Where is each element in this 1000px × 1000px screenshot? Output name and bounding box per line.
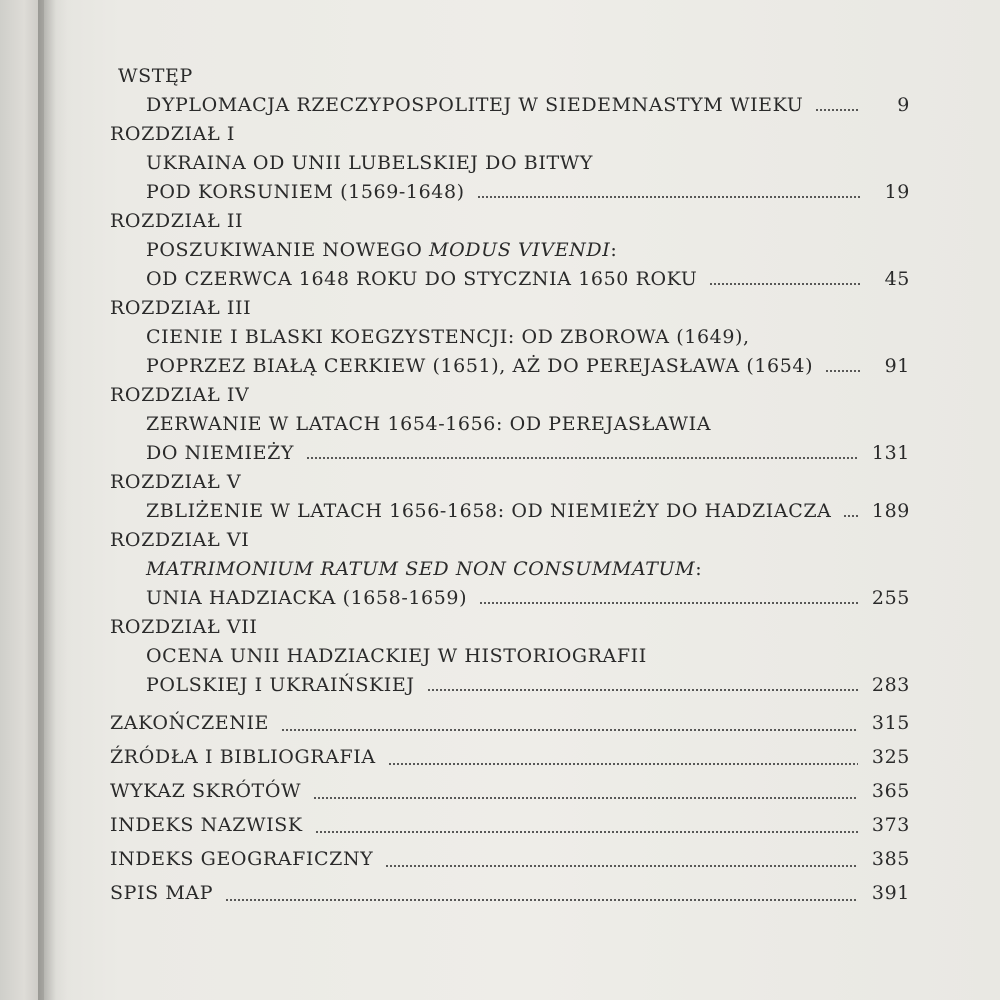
- toc-title-line: [110, 555, 910, 584]
- toc-title-punctuation: :: [610, 239, 618, 261]
- toc-title: CIENIE I BLASKI KOEGZYSTENCJI: OD ZBOROWA (1649),: [146, 326, 750, 348]
- toc-title: POLSKIEJ I UKRAIŃSKIEJ: [146, 674, 415, 696]
- toc-title-line: [110, 410, 910, 439]
- toc-title-line: [110, 149, 910, 178]
- page-number: 385: [871, 848, 910, 870]
- toc-title: POSZUKIWANIE NOWEGO: [146, 239, 430, 261]
- book-gutter-shadow: [38, 0, 68, 1000]
- toc-title: OD CZERWCA 1648 ROKU DO STYCZNIA 1650 ROKU: [146, 268, 698, 290]
- toc-title: SPIS MAP: [110, 882, 214, 904]
- page-number: 131: [871, 442, 910, 464]
- page-number: 391: [871, 882, 910, 904]
- chapter-label-text: ROZDZIAŁ VII: [110, 616, 258, 638]
- toc-entry-chapter-6: [110, 526, 910, 613]
- page-number: 9: [897, 94, 910, 116]
- toc-title-line: [110, 265, 910, 294]
- page-number: 19: [884, 181, 910, 203]
- dot-leader: [225, 897, 858, 902]
- section-label-text: WSTĘP: [118, 65, 193, 87]
- page-number: 189: [871, 500, 910, 522]
- chapter-label-text: ROZDZIAŁ VI: [110, 529, 250, 551]
- chapter-label-text: ROZDZIAŁ II: [110, 210, 244, 232]
- toc-entry-back-matter: [110, 706, 910, 910]
- dot-leader: [477, 194, 860, 199]
- chapter-label: [110, 613, 910, 642]
- dot-leader: [427, 687, 858, 692]
- page-number: 91: [884, 355, 910, 377]
- dot-leader: [281, 727, 858, 732]
- toc-title-line: [110, 352, 910, 381]
- toc-title-punctuation: :: [695, 558, 703, 580]
- chapter-label-text: ROZDZIAŁ V: [110, 471, 242, 493]
- toc-entry-wstep: [110, 62, 910, 120]
- toc-title: INDEKS NAZWISK: [110, 814, 303, 836]
- toc-title-line: [110, 642, 910, 671]
- page-number: 315: [871, 712, 910, 734]
- dot-leader: [709, 281, 860, 286]
- page-number: 373: [871, 814, 910, 836]
- toc-title: ZBLIŻENIE W LATACH 1656-1658: OD NIEMIEŻY DO HADZIACZA: [146, 500, 832, 522]
- page-number: 283: [871, 674, 910, 696]
- toc-title: DO NIEMIEŻY: [146, 442, 295, 464]
- toc-title: DYPLOMACJA RZECZYPOSPOLITEJ W SIEDEMNASTYM WIEKU: [146, 94, 804, 116]
- page-number: 45: [884, 268, 910, 290]
- toc-entry-chapter-4: [110, 381, 910, 468]
- toc-title-line: [110, 706, 910, 740]
- dot-leader: [306, 455, 858, 460]
- toc-entry-chapter-3: [110, 294, 910, 381]
- dot-leader: [315, 829, 858, 834]
- chapter-label: [110, 120, 910, 149]
- toc-title: ZAKOŃCZENIE: [110, 712, 270, 734]
- chapter-label-text: ROZDZIAŁ IV: [110, 384, 250, 406]
- page-number: 325: [871, 746, 910, 768]
- table-of-contents: [110, 62, 910, 910]
- toc-title-line: [110, 584, 910, 613]
- toc-title-italic: MATRIMONIUM RATUM SED NON CONSUMMATUM: [146, 558, 696, 580]
- section-label: [110, 62, 910, 91]
- toc-title-line: [110, 323, 910, 352]
- toc-title: ŹRÓDŁA I BIBLIOGRAFIA: [110, 746, 376, 768]
- toc-entry-chapter-1: [110, 120, 910, 207]
- toc-title-line: [110, 774, 910, 808]
- dot-leader: [815, 107, 860, 112]
- toc-title: UKRAINA OD UNII LUBELSKIEJ DO BITWY: [146, 152, 594, 174]
- chapter-label-text: ROZDZIAŁ III: [110, 297, 252, 319]
- toc-title-line: [110, 439, 910, 468]
- toc-title: OCENA UNII HADZIACKIEJ W HISTORIOGRAFII: [146, 645, 647, 667]
- dot-leader: [313, 795, 858, 800]
- toc-entry-chapter-7: [110, 613, 910, 700]
- toc-title-line: [110, 876, 910, 910]
- toc-title: INDEKS GEOGRAFICZNY: [110, 848, 374, 870]
- chapter-label: [110, 381, 910, 410]
- toc-title-line: [110, 236, 910, 265]
- toc-title-line: [110, 808, 910, 842]
- chapter-label: [110, 207, 910, 236]
- dot-leader: [825, 368, 860, 373]
- toc-title: POD KORSUNIEM (1569-1648): [146, 181, 465, 203]
- dot-leader: [385, 863, 858, 868]
- chapter-label: [110, 526, 910, 555]
- toc-title: ZERWANIE W LATACH 1654-1656: OD PEREJASŁAWIA: [146, 413, 712, 435]
- toc-title: UNIA HADZIACKA (1658-1659): [146, 587, 468, 609]
- dot-leader: [479, 600, 858, 605]
- toc-title-line: [110, 671, 910, 700]
- toc-title-line: [110, 178, 910, 207]
- chapter-label-text: ROZDZIAŁ I: [110, 123, 236, 145]
- page-number: 255: [871, 587, 910, 609]
- chapter-label: [110, 294, 910, 323]
- toc-title-italic: MODUS VIVENDI: [429, 239, 611, 261]
- toc-entry-chapter-2: [110, 207, 910, 294]
- dot-leader: [843, 513, 857, 518]
- toc-title-line: [110, 842, 910, 876]
- dot-leader: [388, 761, 858, 766]
- toc-title-line: [110, 497, 910, 526]
- toc-entry-chapter-5: [110, 468, 910, 526]
- toc-title: POPRZEZ BIAŁĄ CERKIEW (1651), AŻ DO PEREJASŁAWA (1654): [146, 355, 814, 377]
- page-number: 365: [871, 780, 910, 802]
- chapter-label: [110, 468, 910, 497]
- toc-title-line: [110, 91, 910, 120]
- toc-title-line: [110, 740, 910, 774]
- toc-title: WYKAZ SKRÓTÓW: [110, 780, 302, 802]
